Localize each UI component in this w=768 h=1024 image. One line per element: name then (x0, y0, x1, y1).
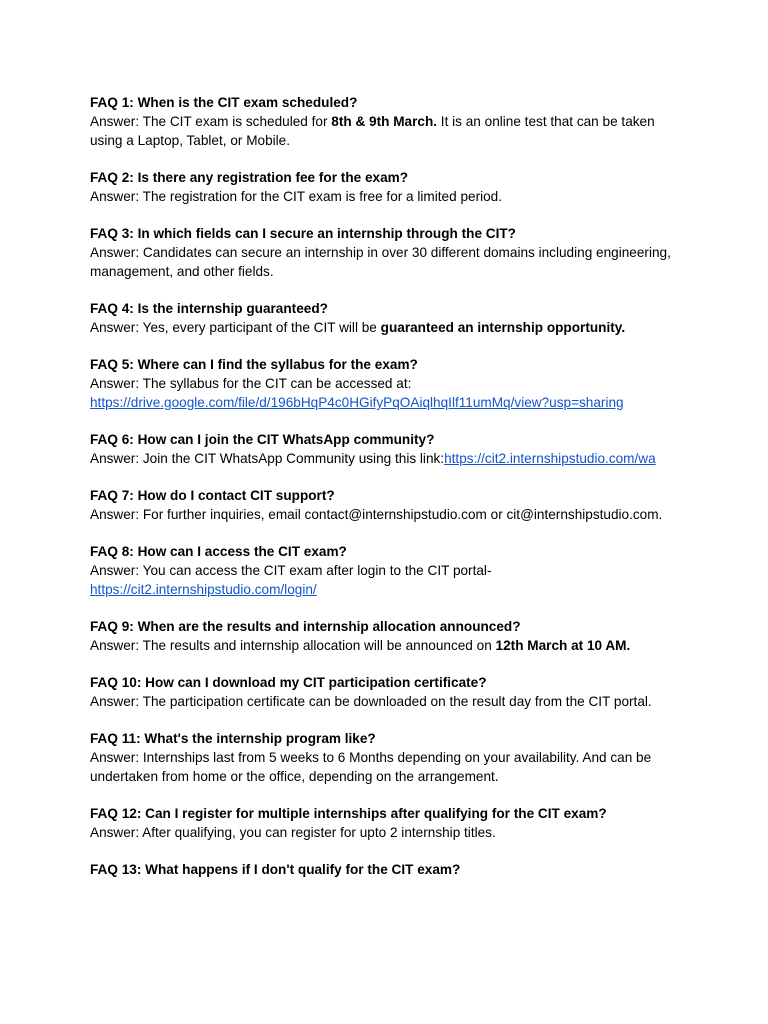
faq-answer-text: Answer: Candidates can secure an internship in over 30 different domains including engineering, management, and other fields. (90, 245, 671, 279)
faq-item (90, 224, 678, 281)
faq-answer-text: Answer: The registration for the CIT exam is free for a limited period. (90, 189, 503, 204)
faq-question: FAQ 10: How can I download my CIT participation certificate? (90, 675, 487, 690)
faq-answer-text: Answer: Yes, every participant of the CIT will be (90, 320, 381, 335)
faq-question: FAQ 1: When is the CIT exam scheduled? (90, 95, 358, 110)
faq-item (90, 430, 678, 468)
faq-question: FAQ 11: What's the internship program like? (90, 731, 376, 746)
faq-item (90, 486, 678, 524)
faq-item (90, 93, 678, 150)
faq-answer-link[interactable]: https://cit2.internshipstudio.com/login/ (90, 582, 317, 597)
faq-answer (90, 243, 678, 281)
faq-question: FAQ 7: How do I contact CIT support? (90, 488, 335, 503)
faq-answer (90, 748, 678, 786)
faq-question: FAQ 2: Is there any registration fee for the exam? (90, 170, 409, 185)
faq-question: FAQ 3: In which fields can I secure an internship through the CIT? (90, 226, 516, 241)
faq-question: FAQ 12: Can I register for multiple internships after qualifying for the CIT exam? (90, 806, 607, 821)
faq-question: FAQ 5: Where can I find the syllabus for the exam? (90, 357, 418, 372)
faq-answer (90, 561, 678, 599)
faq-item (90, 355, 678, 412)
faq-question: FAQ 4: Is the internship guaranteed? (90, 301, 328, 316)
faq-item (90, 860, 678, 879)
faq-answer-emphasis: 12th March at 10 AM. (495, 638, 631, 653)
faq-question: FAQ 9: When are the results and internship allocation announced? (90, 619, 521, 634)
faq-question: FAQ 6: How can I join the CIT WhatsApp community? (90, 432, 435, 447)
faq-answer (90, 692, 678, 711)
faq-item (90, 673, 678, 711)
faq-answer-text: Answer: The syllabus for the CIT can be accessed at: (90, 376, 412, 391)
faq-answer (90, 187, 678, 206)
faq-answer-text: Answer: Join the CIT WhatsApp Community using this link: (90, 451, 445, 466)
faq-answer-text: Answer: For further inquiries, email contact@internshipstudio.com or cit@internshipstudio.com. (90, 507, 663, 522)
faq-item (90, 542, 678, 599)
faq-answer (90, 449, 678, 468)
faq-answer (90, 318, 678, 337)
faq-question: FAQ 8: How can I access the CIT exam? (90, 544, 347, 559)
faq-answer-link[interactable]: https://drive.google.com/file/d/196bHqP4c0HGifyPqOAiqlhqIlf11umMq/view?usp=sharing (90, 395, 624, 410)
faq-item (90, 168, 678, 206)
faq-answer-link[interactable]: https://cit2.internshipstudio.com/wa (444, 451, 656, 466)
faq-question: FAQ 13: What happens if I don't qualify for the CIT exam? (90, 862, 461, 877)
faq-answer (90, 505, 678, 524)
faq-answer (90, 823, 678, 842)
faq-answer (90, 636, 678, 655)
faq-answer-text: Answer: The participation certificate can be downloaded on the result day from the CIT portal. (90, 694, 652, 709)
faq-item (90, 804, 678, 842)
faq-answer-emphasis: guaranteed an internship opportunity. (380, 320, 626, 335)
faq-item (90, 729, 678, 786)
faq-answer-text: Answer: Internships last from 5 weeks to 6 Months depending on your availability. And can be undertaken from home or the office, depending on the arrangement. (90, 750, 652, 784)
faq-answer-text: It is an online test that can be taken using a Laptop, Tablet, or Mobile. (90, 114, 655, 148)
faq-answer-text: Answer: You can access the CIT exam after login to the CIT portal- (90, 563, 492, 578)
faq-list (90, 93, 678, 879)
faq-answer-text: Answer: After qualifying, you can register for upto 2 internship titles. (90, 825, 496, 840)
faq-answer-emphasis: 8th & 9th March. (331, 114, 438, 129)
faq-answer (90, 112, 678, 150)
faq-answer (90, 374, 678, 412)
faq-answer-text: Answer: The CIT exam is scheduled for (90, 114, 332, 129)
faq-item (90, 299, 678, 337)
faq-item (90, 617, 678, 655)
faq-answer-text: Answer: The results and internship allocation will be announced on (90, 638, 496, 653)
